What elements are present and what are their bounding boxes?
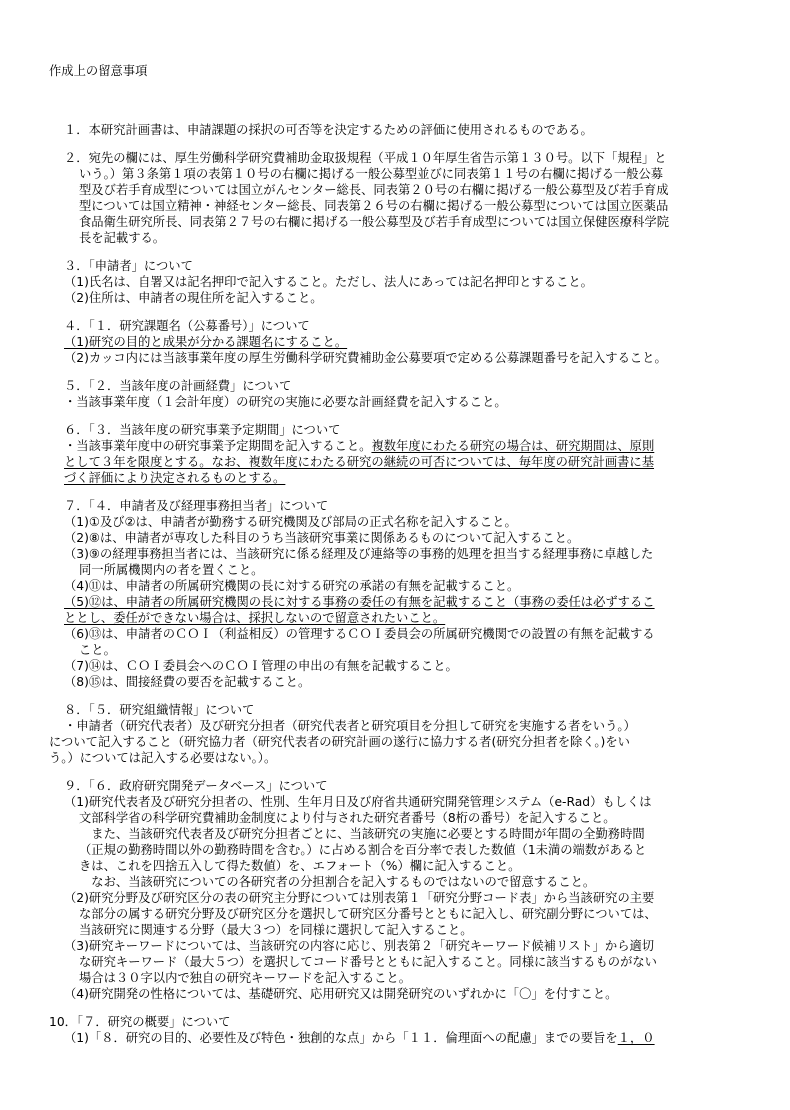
text-line <box>64 259 193 274</box>
text-line <box>64 499 328 514</box>
text-line <box>79 875 595 890</box>
text-run: ・当該事業年度（１会計年度）の研究の実施に必要な計画経費を記入すること。 <box>64 395 507 409</box>
text-line <box>64 319 310 334</box>
text-line <box>79 215 669 230</box>
text-run: な部分の属する研究分野及び研究区分を選択して研究区分番号とともに記入し、研究副分野については、 <box>79 907 657 921</box>
text-line <box>64 795 652 810</box>
page-title: 作成上の留意事項 <box>49 64 148 78</box>
text-line <box>64 675 310 690</box>
underlined-text-run: １，０ <box>617 1031 655 1045</box>
text-line <box>79 907 657 922</box>
text-line <box>64 423 340 438</box>
text-run: （4)⑪は、申請者の所属研究機関の長に対する研究の承諾の有無を記載すること。 <box>64 579 520 593</box>
text-run: な研究キーワード（最大５つ）を選択してコード番号とともに記入すること。同様に該当するものがない <box>79 955 657 969</box>
text-run: （6)⑬は、申請者のＣＯＩ（利益相反）の管理するＣＯＩ委員会の所属研究機関での設置の有無を記載する <box>64 627 655 641</box>
text-run: ６．「３．当該年度の研究事業予定期間」について <box>64 423 341 437</box>
text-run: （4)研究開発の性格については、基礎研究、応用研究又は開発研究のいずれかに「〇」を付すこと。 <box>64 987 618 1001</box>
text-line <box>64 1031 655 1046</box>
text-line <box>64 627 655 642</box>
text-run: （正規の勤務時間以外の勤務時間を含む。）に占める割合を百分率で表した数値（1未満の端数があると <box>79 843 647 857</box>
text-line <box>64 335 347 350</box>
text-run: 型については国立精神・神経センター総長、同表第２６号の右欄に掲げる一般公募型については国立医薬品 <box>79 199 669 213</box>
text-line <box>64 515 517 530</box>
text-line <box>79 955 657 970</box>
text-run: 食品衛生研究所長、同表第２７号の右欄に掲げる一般公募型及び若手育成型については国立保健医療科学院 <box>79 215 670 229</box>
text-run: ・申請者（研究代表者）及び研究分担者（研究代表者と研究項目を分担して研究を実施する者をいう。） <box>64 719 636 733</box>
text-line <box>49 751 276 766</box>
text-run: （3)⑨の経理事務担当者には、当該研究に係る経理及び連絡等の事務的処理を担当する経理事務に卓越した <box>64 547 654 561</box>
text-line <box>64 531 579 546</box>
text-line <box>79 183 669 198</box>
text-line <box>64 395 507 410</box>
text-run: ２．宛先の欄には、厚生労働科学研究費補助金取扱規程（平成１０年厚生省告示第１３０号。以下「規程」と <box>64 151 667 165</box>
text-line <box>64 547 653 562</box>
text-line <box>64 123 593 138</box>
text-line <box>79 859 520 874</box>
text-line <box>64 471 285 486</box>
text-line <box>64 351 667 366</box>
text-run: （2)研究分野及び研究区分の表の研究主分野については別表第１「研究分野コード表」から当該研究の主要 <box>64 891 655 905</box>
text-run: こと。 <box>79 643 116 657</box>
text-run: （7)⑭は、ＣＯＩ委員会へのＣＯＩ管理の申出の有無を記載すること。 <box>64 659 458 673</box>
text-run: （5)⑫は、申請者の所属研究機関の長に対する事務の委任の有無を記載すること（事務の委任は必ずするこ <box>64 595 655 609</box>
text-run: （1)「８．研究の目的、必要性及び特色・独創的な点」から「１１．倫理面への配慮」までの要旨を <box>64 1031 618 1045</box>
text-line <box>64 595 655 610</box>
text-run: 文部科学省の科学研究費補助金制度により付与された研究者番号（8桁の番号）を記入すること。 <box>79 811 616 825</box>
text-run: （2)カッコ内には当該事業年度の厚生労働科学研究費補助金公募要項で定める公募課題番号を記入すること。 <box>64 351 667 365</box>
text-run: （8)⑮は、間接経費の要否を記載すること。 <box>64 675 311 689</box>
text-run: １．本研究計画書は、申請課題の採択の可否等を決定するための評価に使用されるものである。 <box>64 123 593 137</box>
text-line <box>64 379 291 394</box>
text-line <box>64 659 458 674</box>
text-run: ・当該事業年度中の研究事業予定期間を記入すること。 <box>64 439 372 453</box>
text-run: 同一所属機関内の者を置くこと。 <box>79 563 264 577</box>
text-run: ７．「４．申請者及び経理事務担当者」について <box>64 499 329 513</box>
text-run: う。）については記入する必要はない。）。 <box>49 751 277 765</box>
text-run: 型及び若手育成型については国立がんセンター総長、同表第２０号の右欄に掲げる一般公募型及び若手育成 <box>79 183 669 197</box>
text-line <box>79 827 645 842</box>
text-run: づく評価により決定されるものとする。 <box>64 471 286 485</box>
text-line <box>49 735 630 750</box>
text-line <box>64 987 617 1002</box>
text-line <box>79 923 473 938</box>
text-run: 10．「７．研究の概要」について <box>49 1015 231 1029</box>
text-line <box>49 1015 230 1030</box>
text-line <box>79 971 411 986</box>
text-line <box>64 779 328 794</box>
text-run: いう。）第３条第１項の表第１０号の右欄に掲げる一般公募型並びに同表第１１号の右欄に掲げる一般公募 <box>79 167 664 181</box>
text-run: （1)氏名は、自署又は記名押印で記入すること。ただし、法人にあっては記名押印とすること。 <box>64 275 593 289</box>
text-run: として３年を限度とする。なお、複数年度にわたる研究の継続の可否については、毎年度の研究計画書に基 <box>64 455 655 469</box>
text-line <box>64 455 654 470</box>
text-line <box>64 579 519 594</box>
text-run: （1)①及び②は、申請者が勤務する研究機関及び部局の正式名称を記入すること。 <box>64 515 517 529</box>
text-line <box>79 231 165 246</box>
text-line <box>79 199 668 214</box>
text-run: 当該研究に関連する分野（最大３つ）を同様に選択して記入すること。 <box>79 923 473 937</box>
text-line <box>64 439 654 454</box>
text-run: きは、これを四捨五入して得た数値）を、エフォート（%）欄に記入すること。 <box>79 859 521 873</box>
text-run: また、当該研究代表者及び研究分担者ごとに、当該研究の実施に必要とする時間が年間の全勤務時間 <box>79 827 645 841</box>
text-line <box>64 939 654 954</box>
text-line <box>64 275 593 290</box>
text-run: ３．「申請者」について <box>64 259 193 273</box>
text-run: ととし、委任ができない場合は、採択しないので留意されたいこと。 <box>64 611 446 625</box>
text-line <box>64 891 654 906</box>
text-run: （3)研究キーワードについては、当該研究の内容に応じ、別表第２「研究キーワード候補リスト」から適切 <box>64 939 655 953</box>
text-line <box>64 291 323 306</box>
text-line <box>64 719 636 734</box>
text-run: について記入すること（研究協力者（研究代表者の研究計画の遂行に協力する者(研究分担者を除く。)をい <box>49 735 630 749</box>
text-run: 場合は３０字以内で独自の研究キーワードを記入すること。 <box>79 971 412 985</box>
text-line <box>64 151 667 166</box>
text-run: 長を記載する。 <box>79 231 166 245</box>
text-line <box>79 563 263 578</box>
text-run: （2)住所は、申請者の現住所を記入すること。 <box>64 291 323 305</box>
text-line <box>64 703 254 718</box>
text-line <box>79 843 646 858</box>
text-run: （1)研究代表者及び研究分担者の、性別、生年月日及び府省共通研究開発管理システム（e-Rad）もしくは <box>64 795 652 809</box>
text-run: なお、当該研究についての各研究者の分担割合を記入するものではないので留意すること。 <box>79 875 596 889</box>
text-line <box>79 167 663 182</box>
text-run: （1)研究の目的と成果が分かる課題名にすること。 <box>64 335 348 349</box>
text-line <box>64 611 445 626</box>
text-run: ９．「６．政府研究開発データベース」について <box>64 779 328 793</box>
text-run: ８．「５．研究組織情報」について <box>64 703 255 717</box>
text-run: ４．「１．研究課題名（公募番号）」について <box>64 319 310 333</box>
text-line <box>79 811 616 826</box>
text-line <box>79 643 116 658</box>
text-run: ５．「２．当該年度の計画経費」について <box>64 379 292 393</box>
underlined-text-run: 複数年度にわたる研究の場合は、研究期間は、原則 <box>371 439 655 453</box>
text-run: （2)⑧は、申請者が専攻した科目のうち当該研究事業に関係あるものについて記入すること。 <box>64 531 580 545</box>
